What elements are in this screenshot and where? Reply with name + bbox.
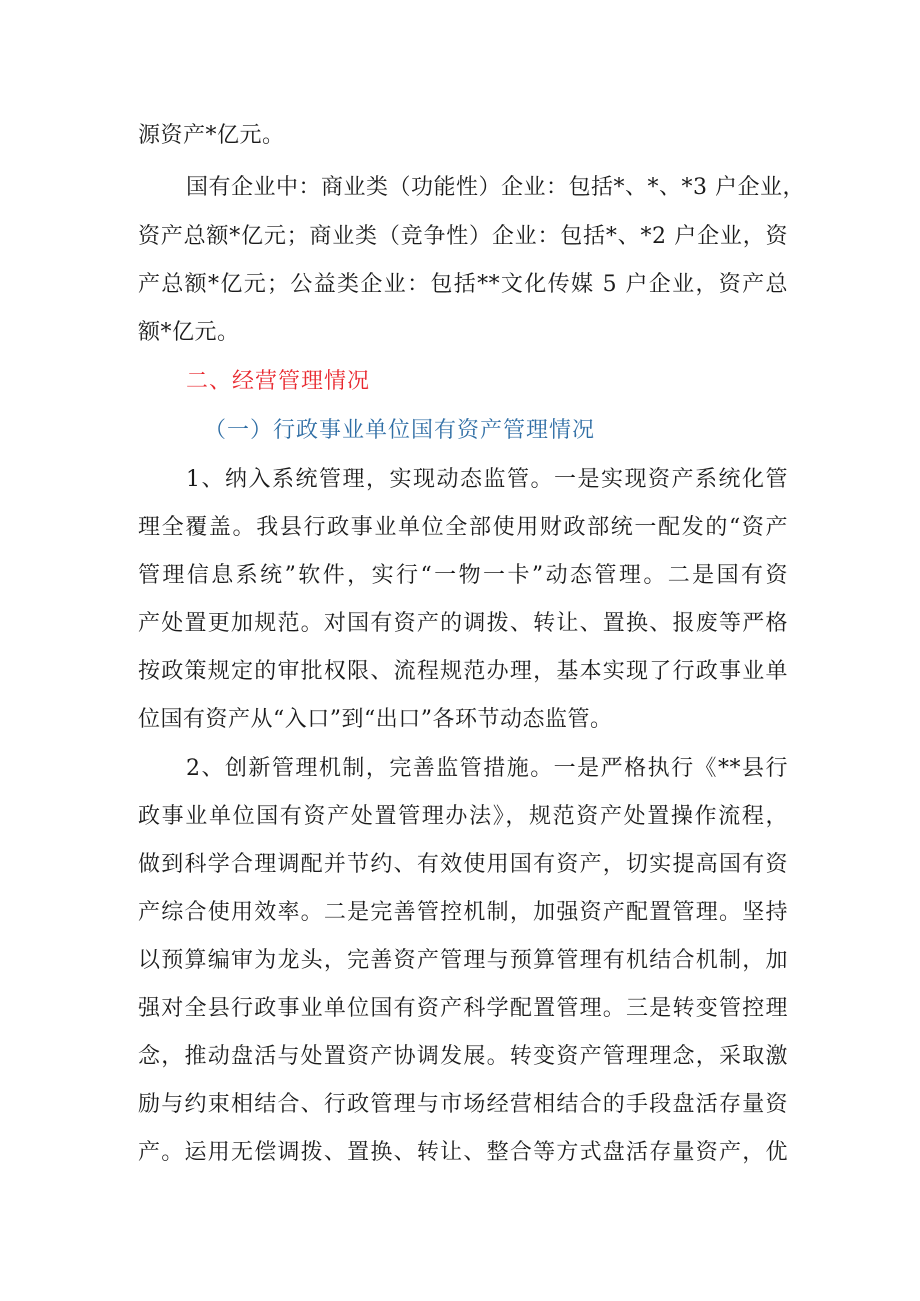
paragraph-line: 做到科学合理调配并节约、有效使用国有资产，切实提高国有资 (138, 852, 788, 877)
paragraph-line: 励与约束相结合、行政管理与市场经营相结合的手段盘活存量资 (138, 1092, 788, 1117)
paragraph-line: 产综合使用效率。二是完善管控机制，加强资产配置管理。坚持 (138, 900, 788, 925)
paragraph-line: 1、纳入系统管理，实现动态监管。一是实现资产系统化管 (186, 467, 788, 492)
paragraph-line: 源资产*亿元。 (138, 123, 285, 148)
paragraph-line: 额*亿元。 (138, 320, 240, 345)
paragraph-line: 念，推动盘活与处置资产协调发展。转变资产管理理念，采取激 (138, 1044, 788, 1069)
paragraph-line: 位国有资产从“入口”到“出口”各环节动态监管。 (138, 707, 613, 732)
paragraph-line: 政事业单位国有资产处置管理办法》，规范资产处置操作流程， (138, 804, 788, 829)
paragraph-line: 产处置更加规范。对国有资产的调拨、转让、置换、报废等严格 (138, 611, 788, 636)
paragraph-line: 管理信息系统”软件，实行“一物一卡”动态管理。二是国有资 (138, 563, 788, 588)
section-heading: 二、经营管理情况 (186, 369, 371, 394)
paragraph-line: 强对全县行政事业单位国有资产科学配置管理。三是转变管控理 (138, 996, 788, 1021)
paragraph-line: 产总额*亿元；公益类企业：包括**文化传媒 5 户企业，资产总 (138, 272, 788, 297)
paragraph-line: 国有企业中：商业类（功能性）企业：包括*、*、*3 户企业， (186, 175, 805, 200)
paragraph-line: 2、创新管理机制，完善监管措施。一是严格执行《**县行 (186, 756, 788, 781)
paragraph-line: 产。运用无偿调拨、置换、转让、整合等方式盘活存量资产，优 (138, 1140, 788, 1165)
subsection-heading: （一）行政事业单位国有资产管理情况 (204, 418, 596, 443)
paragraph-line: 理全覆盖。我县行政事业单位全部使用财政部统一配发的“资产 (138, 515, 788, 540)
paragraph-line: 资产总额*亿元；商业类（竞争性）企业：包括*、*2 户企业，资 (138, 224, 788, 249)
paragraph-line: 以预算编审为龙头，完善资产管理与预算管理有机结合机制，加 (138, 948, 788, 973)
paragraph-line: 按政策规定的审批权限、流程规范办理，基本实现了行政事业单 (138, 659, 788, 684)
